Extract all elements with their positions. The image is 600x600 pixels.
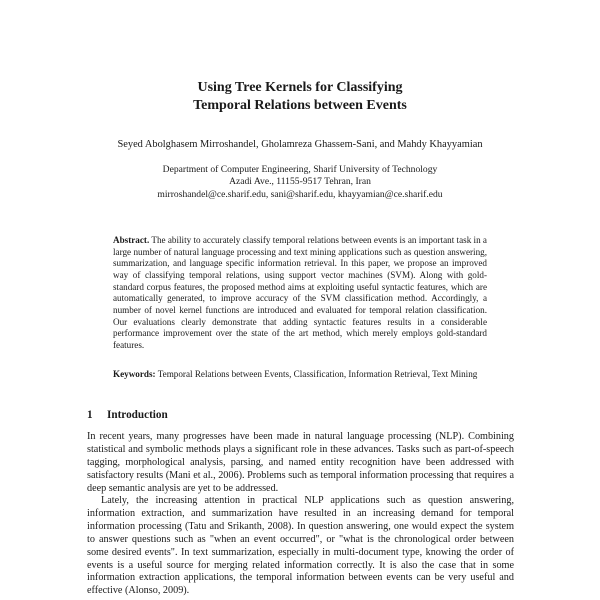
affiliation-emails: mirroshandel@ce.sharif.edu, sani@sharif.edu, khayyamian@ce.sharif.edu — [157, 188, 443, 200]
affiliation — [0, 164, 600, 201]
section-number: 1 — [87, 409, 93, 421]
section-title: Introduction — [107, 409, 168, 421]
abstract-label: Abstract. — [113, 235, 150, 245]
intro-paragraph-1: In recent years, many progresses have been made in natural language processing (NLP). Combining statistical and symbolic methods plays a significant role in these advances. Tasks such as part-of-speech tagging, morphological analysis, parsing, and named entity recognition have been addressed with satisfactory results (Mani et al., 2006). Problems such as temporal information processing that requires a deep semantic analysis are yet to be addressed. — [87, 431, 514, 494]
title-line-2: Temporal Relations between Events — [193, 98, 407, 113]
author-list: Seyed Abolghasem Mirroshandel, Gholamreza Ghassem-Sani, and Mahdy Khayyamian — [117, 139, 483, 150]
affiliation-address: Azadi Ave., 11155-9517 Tehran, Iran — [229, 176, 371, 188]
abstract-text: The ability to accurately classify temporal relations between events is an important task in a large number of natural language processing and text mining applications such as question answering, summarization, and language specific information retrieval. In this paper, we propose an improved way of classifying temporal relations, using support vector machines (SVM). Along with gold-standard corpus features, the proposed method aims at exploiting useful syntactic features, which are automatically generated, to improve accuracy of the SVM classification method. Accordingly, a number of novel kernel functions are introduced and evaluated for temporal relation classification. Our evaluations clearly demonstrate that adding syntactic features results in a considerable performance improvement over the state of the art method, which merely employs gold-standard features. — [113, 235, 487, 350]
paper-title — [0, 79, 600, 115]
keywords-text: Temporal Relations between Events, Classification, Information Retrieval, Text Mining — [157, 369, 478, 379]
keywords — [113, 369, 487, 381]
keywords-label: Keywords: — [113, 369, 156, 379]
affiliation-department: Department of Computer Engineering, Sharif University of Technology — [162, 164, 438, 175]
intro-paragraph-2: Lately, the increasing attention in practical NLP applications such as question answering, information extraction, and summarization have resulted in an increasing demand for temporal information processing (Tatu and Srikanth, 2008). In question answering, one would expect the system to answer questions such as "when an event occurred", or "what is the chronological order between some desired events". In text summarization, especially in multi-document type, knowing the order of events is a useful source for merging related information correctly. It is also the case that in some information extraction applications, the temporal information between events can be very useful and effective (Alonso, 2009). — [87, 495, 514, 597]
section-heading-introduction — [87, 409, 168, 422]
title-line-1: Using Tree Kernels for Classifying — [197, 80, 403, 95]
abstract — [113, 235, 487, 352]
